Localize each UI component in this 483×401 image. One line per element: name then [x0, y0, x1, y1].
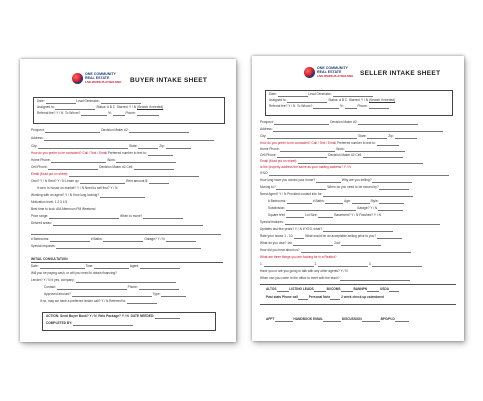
form-line: If no, may we have a preferred lender call? Y / N Referred to: [40, 300, 157, 304]
form-line: Cell Phone: Decision Maker #2 Cell: [31, 166, 174, 170]
form-line: Have you or are you going to talk with any other agents? Y / N [260, 269, 348, 273]
company-logo [304, 66, 353, 78]
buyer-intake-sheet [20, 59, 236, 342]
form-line: City: State: Zip: [260, 135, 417, 139]
form-line: Assigned to: Status: A B C Starred: Y / N (Search if needed) [37, 105, 164, 109]
form-line: Lender? Y / N If yes, company: [31, 279, 176, 283]
form-line: # Bedrooms: # Baths: Age: Style: [268, 200, 404, 204]
form-line: What do you owe? 1st: 2nd: [260, 242, 381, 246]
form-line: How long have you owned your home? Why are you selling? [260, 179, 412, 183]
form-line: Home Phone: Work: [260, 148, 405, 152]
form-line: Best time to look: AM Afternoon PM Weekend [31, 207, 96, 211]
page-title: BUYER INTAKE SHEET [130, 77, 208, 84]
company-logo [72, 72, 121, 84]
form-line: Rate your house 1 - 10: What would be an acceptable selling price to you? [260, 235, 402, 239]
seller-intake-sheet [252, 56, 464, 341]
form-line: Date: Time: Agent: [31, 265, 180, 269]
form-line [31, 231, 221, 235]
form-line: Prospect: Decision Maker #2: [260, 121, 418, 125]
form-line: Date: Lead Generator: [269, 93, 373, 97]
form-line: ACTION: Send Buyer Book? Y / N Relo Package? Y / N DATE NEEDED: [46, 315, 180, 319]
form-line: Referral fee? Y / N To Whom? %: Phone: [269, 105, 389, 109]
form-line: What are three things you are looking for in a Realtor? [260, 255, 337, 259]
form-line: Referral fee? Y / N To Whom? %: Phone: [37, 112, 159, 116]
form-line: COMPLETED BY: [46, 322, 133, 326]
form-line: Need Agent? Y / N Provided contact info for: [260, 193, 413, 197]
form-line: How did you hear about us? [260, 249, 411, 253]
logo-line-2: REAL ESTATE [85, 76, 110, 80]
form-line: 1. 2. 3. [260, 263, 422, 267]
logo-line-3: LIVE.WORK.PLAY.BELONG [317, 74, 354, 78]
logo-line-1: ONE COMMUNITY [317, 66, 348, 70]
form-line: Home Phone: Work: [31, 159, 176, 163]
form-line: # Bedrooms: # Baths: Garage? Y / N [31, 238, 196, 242]
form-line: Updates last few years? Y / N If YES, what? [260, 228, 393, 232]
form-line: How do you prefer to be contacted? Call / Text / Email Preferred number to text to: [260, 142, 399, 146]
form-line: Address: [31, 137, 214, 141]
form-line: APPT HANDBOOK EMAIL DISCUSSION BPO/PLD [266, 318, 409, 322]
form-line: If own: Is house on market? Y / N Need to sell first? Y / N [37, 186, 118, 190]
form-line: Address: [260, 128, 443, 132]
form-line: Is the property address the same as your mailing address? Y / N [260, 165, 351, 169]
logo-line-2: REAL ESTATE [317, 70, 342, 74]
logo-mark-icon [304, 67, 315, 78]
form-line: Moving to? When do you need to be moved by? [260, 186, 409, 190]
form-line: Cell Phone: Decision Maker #2 Cell: [260, 154, 403, 158]
logo-line-1: ONE COMMUNITY [85, 72, 116, 76]
page-title: SELLER INTAKE SHEET [360, 70, 441, 77]
form-line: Assigned to: Status: A B C Starred: Y / N (Search if needed) [269, 98, 396, 102]
form-line: Approved amount? Type: [44, 293, 186, 297]
form-line: Will you be paying cash, or will you need to obtain financing? [31, 271, 117, 275]
logo-line-3: LIVE.WORK.PLAY.BELONG [85, 80, 122, 84]
form-line: Email (Must put on sheet): [31, 173, 199, 177]
form-line: When can you come to the office to meet with the team? [260, 277, 410, 281]
form-line: Contact: Phone: [44, 286, 179, 290]
form-line: How do you prefer to be contacted? Call / Text / Email Preferred number to text to: [31, 152, 173, 156]
form-line: Prospect: Decision Maker #2: [31, 129, 189, 133]
form-line: Desired areas: [31, 222, 203, 226]
form-line: Email (Must put on sheet): [260, 160, 423, 164]
section-heading: INITIAL CONSULTATION [31, 257, 68, 261]
form-line: Working with an agent? Y / N How long looking? [31, 194, 145, 198]
logo-mark-icon [72, 73, 83, 84]
form-line: Subdivision: Garage? Y / N [268, 207, 403, 211]
form-line: Date: Lead Generator: [37, 100, 141, 104]
form-line: Square feet: Lot Size: Basement? Y / N Finished? Y / N [268, 213, 381, 217]
form-line: City: State: Zip: [31, 145, 191, 149]
form-line: ALTOS LISTING LEADS BVCOMS BANNPN USDA [266, 288, 399, 292]
form-line: Past stats Phone call Personal Note 2 week check up calendared [266, 295, 384, 299]
form-line: If NO: [260, 172, 449, 176]
form-line: Special features: [260, 221, 440, 225]
form-line: Special requests: [31, 245, 201, 249]
form-line: Price range: When to move? [31, 215, 183, 219]
form-line: Motivation level: 1 2 3 4 5 [31, 200, 68, 204]
form-line: Own? Y / N Rent? Y / N Lease up: Rent amount $: [31, 180, 169, 184]
